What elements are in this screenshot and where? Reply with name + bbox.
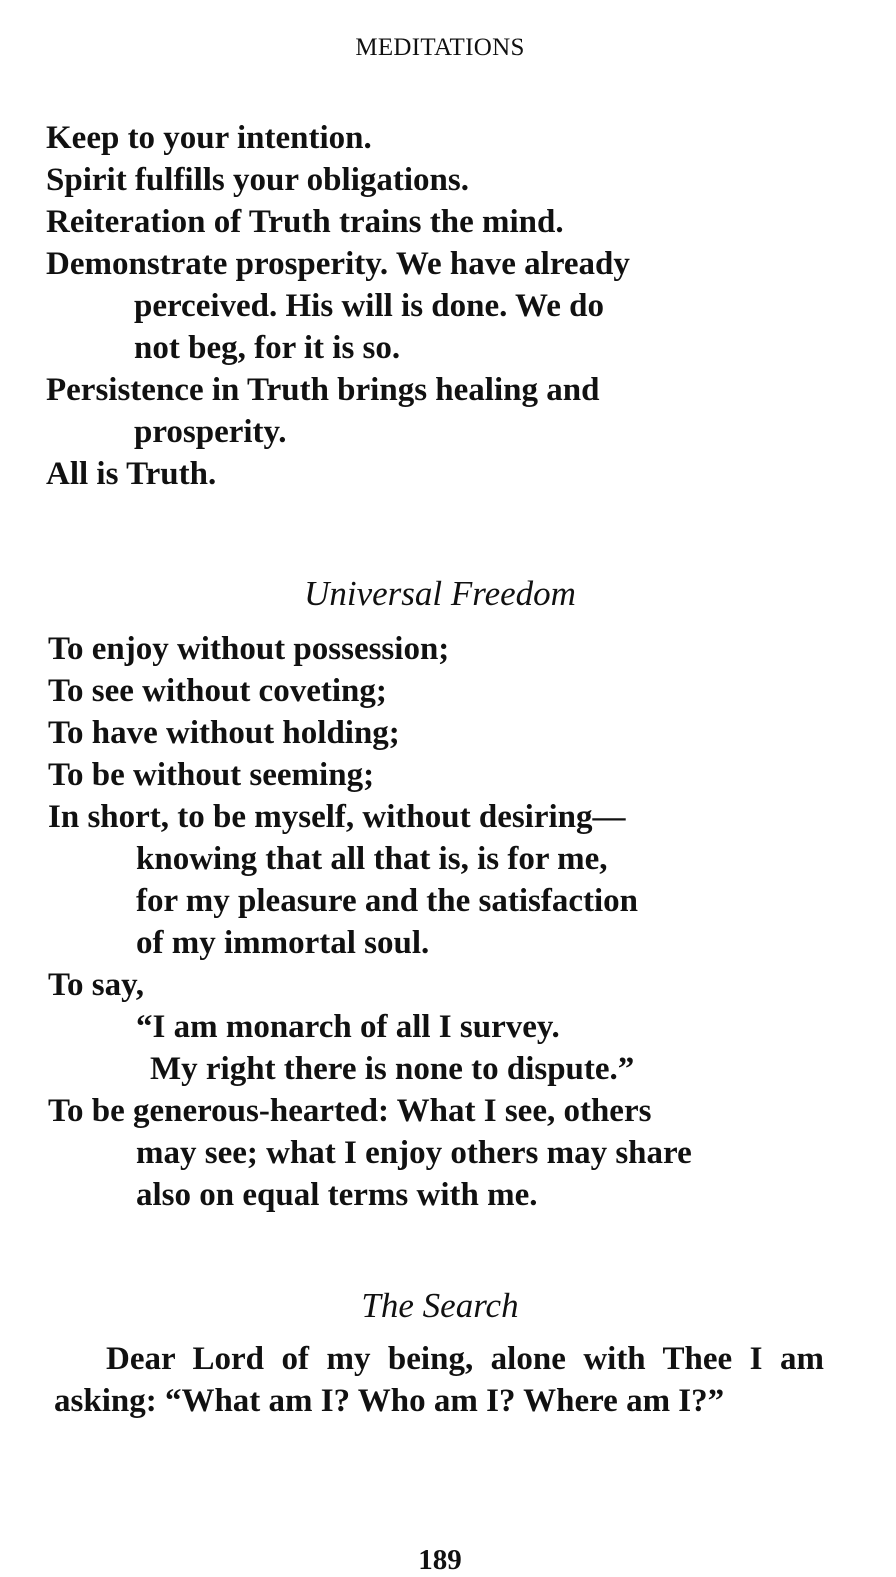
text-line: perceived. His will is done. We do [134, 288, 604, 324]
section-title-universal-freedom: Universal Freedom [304, 574, 576, 613]
text-line: To be without seeming; [48, 757, 375, 793]
running-header: MEDITATIONS [355, 34, 525, 61]
text-line: To enjoy without possession; [48, 631, 450, 667]
text-line: Demonstrate prosperity. We have already [46, 246, 630, 282]
text-line: for my pleasure and the satisfaction [136, 883, 639, 919]
text-line: Spirit fulfills your obligations. [46, 162, 469, 198]
text-line: To be generous-hearted: What I see, others [48, 1093, 652, 1129]
section-title-the-search: The Search [361, 1286, 519, 1325]
text-line: Persistence in Truth brings healing and [46, 372, 600, 408]
text-line: “I am monarch of all I survey. [136, 1009, 560, 1045]
text-line: Reiteration of Truth trains the mind. [46, 204, 564, 240]
text-line: prosperity. [134, 414, 287, 450]
text-line: knowing that all that is, is for me, [136, 841, 608, 877]
text-line: My right there is none to dispute.” [150, 1051, 635, 1087]
universal-freedom-poem [48, 628, 692, 1216]
text-line: In short, to be myself, without desiring— [48, 799, 626, 835]
text-line: All is Truth. [46, 456, 217, 492]
text-line: also on equal terms with me. [136, 1177, 538, 1213]
text-line: To have without holding; [48, 715, 400, 751]
page-number: 189 [418, 1544, 462, 1576]
text-line: Keep to your intention. [46, 120, 372, 156]
search-paragraph: Dear Lord of my being, alone with Thee I am asking: “What am I? Who am I? Where am I?” [54, 1341, 824, 1419]
text-line: of my immortal soul. [136, 925, 430, 961]
text-line: To see without coveting; [48, 673, 387, 709]
affirmations-list [46, 117, 630, 495]
text-line: may see; what I enjoy others may share [136, 1135, 692, 1171]
text-line: To say, [48, 967, 145, 1003]
text-line: not beg, for it is so. [134, 330, 401, 366]
